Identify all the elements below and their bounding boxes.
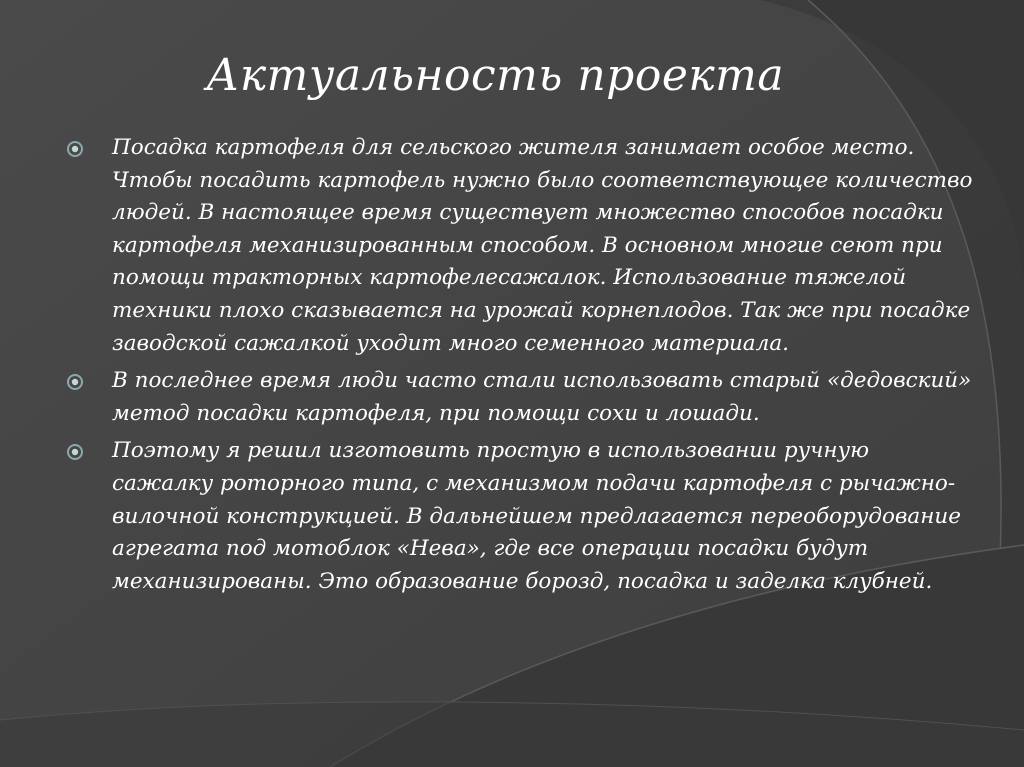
bullet-item [66,132,976,360]
bullet-text: Поэтому я решил изготовить простую в использовании ручную сажалку роторного типа, с механизмом подачи картофеля с рычажно-вилочной конструкцией. В дальнейшем предлагается переоборудование агрегата под мотоблок «Нева», где все операции посадки будут механизированы. Это образование борозд, посадка и заделка клубней. [112,438,961,594]
bullet-item [66,365,976,430]
bullet-text: Посадка картофеля для сельского жителя занимает особое место. Чтобы посадить картофель нужно было соответствующее количество людей. В настоящее время существует множество способов посадки картофеля механизированным способом. В основном многие сеют при помощи тракторных картофелесажалок. Использование тяжелой техники плохо сказывается на урожай корнеплодов. Так же при посадке заводской сажалкой уходит много семенного материала. [112,135,973,356]
bullet-item [66,435,976,598]
bullet-list [66,132,976,603]
ring-bullet-icon [66,443,84,461]
bullet-text: В последнее время люди часто стали использовать старый «дедовский» метод посадки картофеля, при помощи сохи и лошади. [112,368,972,426]
ring-bullet-icon [66,140,84,158]
ring-bullet-icon [66,373,84,391]
slide-title: Актуальность проекта [206,50,785,101]
